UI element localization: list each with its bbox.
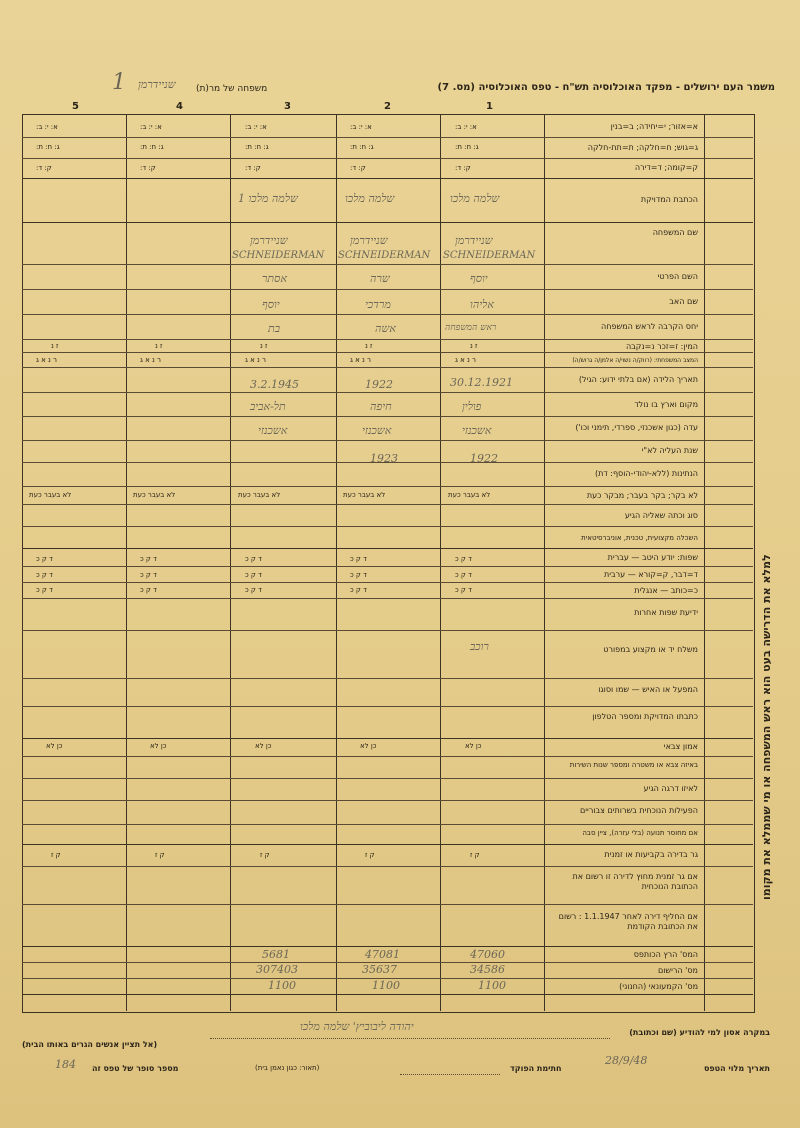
column-number: 2 [384,101,391,112]
option-text: כן לא [465,742,482,750]
row-label: תאריך הלידה (אם בלתי ידוע: הגיל) [578,375,698,384]
row-divider [22,339,753,340]
signature-line [400,1074,500,1075]
option-text: א: י: ב: [350,123,372,131]
entry-retailer-number: 1100 [372,979,400,992]
row-divider [22,352,753,353]
column-divider [126,114,127,1011]
column-divider [440,114,441,1011]
emergency-contact-label: במקרה אסון למי להודיע (שם וכתובת) [629,1028,770,1037]
column-divider [544,114,545,1011]
option-text: ד ק כ [350,555,367,563]
address-note: (תאור: כגון נאמן בית) [255,1064,320,1072]
option-text: ז נ [260,342,268,350]
date-filled-label: תאריך מלוי הטפס [703,1064,770,1073]
option-text: לא בעבר כעת [448,491,491,499]
entry-surname-he: שניידרמן [250,234,288,247]
option-text: ד ק כ [245,555,262,563]
entry-birth-place: חיפה [370,400,392,413]
row-divider [22,866,753,867]
row-label: לאיזו דרגה הגיע [643,784,698,793]
row-label: הכתבת המדויקת [640,195,698,204]
option-text: ג: ח: ת: [455,143,479,151]
entry-birth-place: פולין [462,400,482,413]
entry-community: אשכנזי [258,424,288,437]
row-label: המפעל או האיש — שמו וסוגו [598,685,698,694]
option-text: ד ק כ [245,571,262,579]
option-text: ד ק כ [455,571,472,579]
option-text: ז נ [155,342,163,350]
row-label: אם החליף דירה לאחר 1.1.1947 : רשום את הכתובת הקודמת [558,912,698,931]
option-text: ז נ [365,342,373,350]
entry-relation: בת [268,322,281,335]
row-divider [22,844,753,845]
option-text: ג: ח: ת: [36,143,60,151]
column-number: 3 [284,101,291,112]
row-label: המין: ז=זכר נ=נקבה [625,342,698,351]
entry-retailer-number: 1100 [268,979,296,992]
entry-surname-he: שניידרמן [455,234,493,247]
entry-aliya-year: 1923 [370,452,398,465]
row-label: השכלה מקצועית, טכנית, אוניברסיטאית [581,534,698,542]
row-divider [22,504,753,505]
row-label: אמון צבאי [663,742,698,751]
emergency-note: (אל תציין אנשים הגרים באותו הבית) [22,1040,158,1049]
entry-retailer-number: 1100 [478,979,506,992]
option-text: ג: ח: ת: [245,143,269,151]
entry-first-name: יוסף [470,272,488,285]
option-text: כן לא [360,742,377,750]
shared-form-number-label: מספר סופר של טפס זה [92,1064,179,1073]
date-filled-value: 28/9/48 [605,1054,648,1067]
option-text: ק: ד: [350,164,366,172]
row-label: אם מחוסר תנועה (בלי עזרה), ציין סבה [582,829,698,837]
row-label: המס' הרץ הכותפס [633,950,698,959]
entry-registration-number: 35637 [362,963,397,976]
option-text: ק ז [470,851,480,859]
entry-father: אליהו [470,298,494,311]
option-text: ק: ד: [140,164,156,172]
option-text: כן לא [46,742,63,750]
row-divider [22,222,753,223]
entry-aliya-year: 1922 [470,452,498,465]
row-divider [22,416,753,417]
option-text: ג: ח: ת: [350,143,374,151]
row-divider [22,582,753,583]
entry-address: שלמה מלכו [450,192,500,205]
row-divider [22,994,753,995]
option-text: ק ז [155,851,165,859]
row-label: הפעילות הנוכחית בשרותים צבוריים [579,806,698,815]
entry-first-name: שרה [370,272,390,285]
row-label: באיזה צבא או משטרה ומספר שנות השירות [569,761,698,769]
entry-serial-number: 47060 [470,948,505,961]
row-label: ק=קומה; ד=דירה [634,163,698,172]
option-text: א: י: ב: [140,123,162,131]
column-number: 4 [176,101,183,112]
row-divider [22,678,753,679]
option-text: ר נ א ג [455,356,476,364]
entry-community: אשכנזי [362,424,392,437]
form-title: משמר העם ירושלים - מפקד האוכלוסיה תש"ח - טפס האוכלוסיה (מס. 7) [437,82,775,93]
option-text: כן לא [255,742,272,750]
entry-relation: אשה [375,322,396,335]
row-divider [22,824,753,825]
row-label: גר בדירה בקביעות או זמנית [604,850,698,859]
row-divider [22,178,753,179]
option-text: ד ק כ [455,586,472,594]
entry-birth-date: 1922 [365,378,393,391]
option-text: ד ק כ [350,571,367,579]
column-divider [704,114,705,1011]
option-text: ק: ד: [36,164,52,172]
option-text: א: י: ב: [245,123,267,131]
row-divider [22,486,753,487]
row-divider [22,440,753,441]
row-label: א=אזור; י=יחידה; ב=בנין [610,122,698,131]
option-text: ד ק כ [140,586,157,594]
row-divider [22,904,753,905]
row-label: לא בקר; בקר בעבר; מבקר כעת [586,491,698,500]
row-label: כתבתו המדויקת ומספר הטלפון [592,712,698,721]
option-text: ד ק כ [140,555,157,563]
row-divider [22,800,753,801]
option-text: א: י: ב: [455,123,477,131]
row-divider [22,598,753,599]
entry-surname-en: SCHNEIDERMAN [232,250,325,261]
row-divider [22,289,753,290]
entry-birth-place: תל-אביב [250,400,286,413]
entry-community: אשכנזי [462,424,492,437]
row-divider [22,630,753,631]
entry-birth-date: 3.2.1945 [250,378,299,391]
family-name-handwritten: שניידרמן [138,78,176,91]
top-handwritten-mark: 1 [112,70,127,95]
option-text: ד ק כ [36,571,53,579]
option-text: כן לא [150,742,167,750]
row-divider [22,264,753,265]
entry-serial-number: 5681 [262,948,290,961]
row-label: ג=גוש; ח=חלקה; ת=תת-חלקה [587,143,698,152]
row-divider [22,526,753,527]
option-text: ז נ [470,342,478,350]
row-divider [22,738,753,739]
row-divider [22,367,753,368]
entry-first-name: אסתר [262,272,287,285]
row-label: ידיעת שפות אחרות [634,608,698,617]
row-label: שפות: יודע היטב — עברית [607,553,698,562]
entry-surname-he: שניידרמן [350,234,388,247]
census-signature-label: חתימת הפוקד [510,1064,562,1073]
entry-address: שלמה מלכו 1 [238,192,298,205]
option-text: לא בעבר כעת [238,491,281,499]
row-divider [22,566,753,567]
row-label: יחס הקרבה לראש המשפחה [601,322,698,331]
row-label: המצב המשפחתי: (רווק/ה נשוי/ה אלמן/ה גרוש/ה) [572,357,698,364]
entry-registration-number: 34586 [470,963,505,976]
family-of-label: משפחה של מר(ת) [196,84,268,94]
option-text: ק ז [51,851,61,859]
row-divider [22,314,753,315]
entry-registration-number: 307403 [256,963,298,976]
entry-birth-date: 30.12.1921 [450,376,513,389]
entry-father: יוסף [262,298,280,311]
row-label: משלח יד או מקצוע במפורט [603,645,698,654]
row-label: סוג וכתה שאליה הגיע [624,511,698,520]
column-divider [230,114,231,1011]
entry-serial-number: 47081 [365,948,400,961]
row-divider [22,778,753,779]
row-label: עדה (כגון אשכנזי, ספרדי, תימני וכו') [575,423,698,432]
row-label: מס' הרישום [657,966,698,975]
option-text: ק: ד: [455,164,471,172]
entry-surname-en: SCHNEIDERMAN [338,250,431,261]
row-label: אם גר זמנית מחוץ לדירה זו רשום את הכתובת הנוכחית [572,872,698,891]
emergency-contact-handwritten: יהודה ליבוביץ' שלמה מלכו [300,1020,414,1033]
option-text: ק ז [365,851,375,859]
row-divider [22,137,753,138]
option-text: א: י: ב: [36,123,58,131]
side-instruction-text: למלא את הדרישה בעט הוא ראש המשפחה או מי שממלא את מקומו [760,554,773,900]
option-text: ז נ [51,342,59,350]
row-divider [22,392,753,393]
option-text: ר נ א ג [140,356,161,364]
option-text: ג: ח: ת: [140,143,164,151]
row-divider [22,756,753,757]
row-label: שם האב [669,297,698,306]
entry-father: מרדכי [365,298,391,311]
option-text: ק ז [260,851,270,859]
option-text: ד ק כ [140,571,157,579]
option-text: ד ק כ [36,555,53,563]
option-text: ר נ א ג [245,356,266,364]
option-text: ד ק כ [350,586,367,594]
entry-address: שלמה מלכו [345,192,395,205]
entry-surname-en: SCHNEIDERMAN [443,250,536,261]
option-text: לא בעבר כעת [29,491,72,499]
option-text: ר נ א ג [350,356,371,364]
option-text: ד ק כ [36,586,53,594]
row-label: מס' הקמעונאי (החנוני) [619,982,698,991]
row-label: כ=כותב — אנגלית [634,586,698,595]
row-label: השם הפרטי [657,272,698,281]
row-label: שם המשפחה [652,228,698,237]
option-text: ר נ א ג [36,356,57,364]
shared-form-number-value: 184 [55,1058,76,1071]
option-text: ד ק כ [245,586,262,594]
row-divider [22,946,753,947]
row-divider [22,158,753,159]
column-number: 5 [72,101,79,112]
column-number: 1 [486,101,493,112]
row-label: הנתינות (ללא-יהודי-הוסף: דת) [594,469,698,478]
option-text: ק: ד: [245,164,261,172]
row-label: שנת העליה לא"י [641,446,698,455]
entry-occupation: רוכב [470,640,489,653]
row-divider [22,706,753,707]
row-label: מקום וארץ בו נולד [634,400,698,409]
option-text: ד ק כ [455,555,472,563]
entry-relation: ראש המשפחה [445,323,497,333]
option-text: לא בעבר כעת [133,491,176,499]
option-text: לא בעבר כעת [343,491,386,499]
row-label: ד=דבר, ק=קורא — ערבית [603,570,698,579]
row-divider [22,548,753,549]
emergency-line [210,1038,610,1039]
column-divider [336,114,337,1011]
